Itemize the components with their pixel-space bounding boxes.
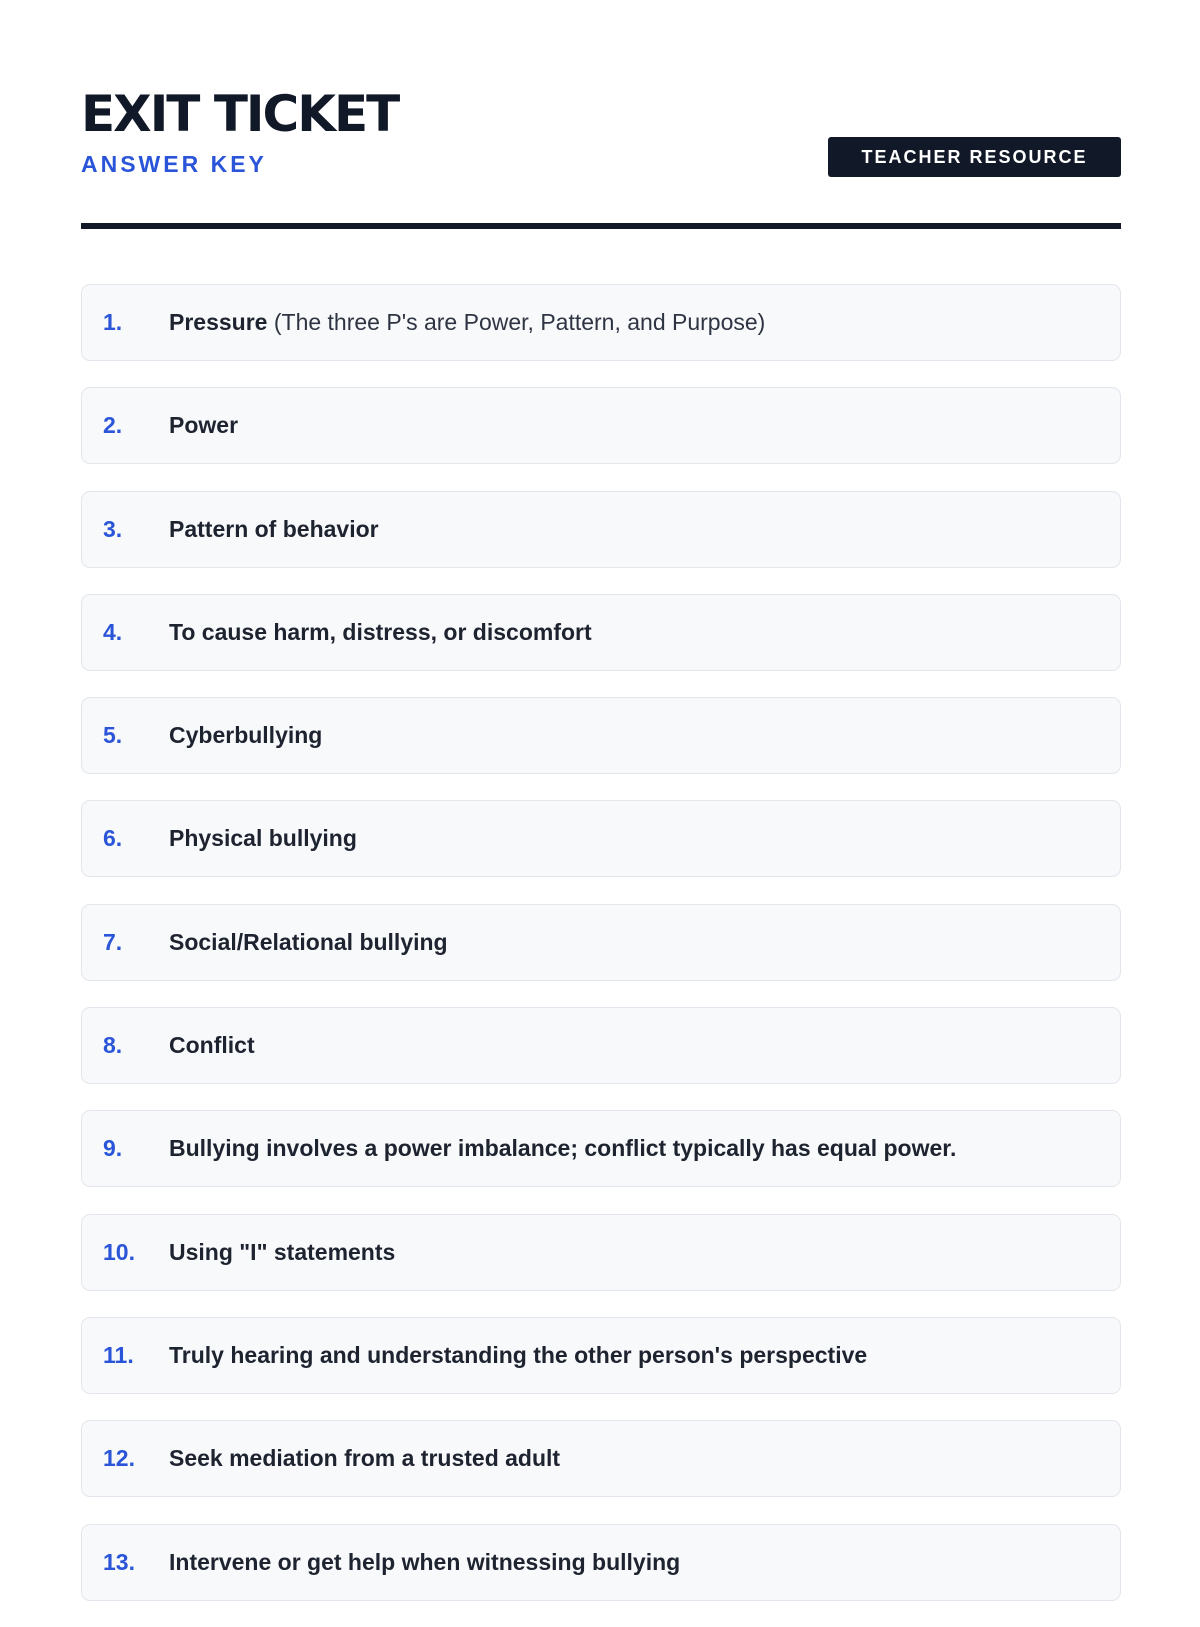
answer-item-1 <box>81 284 1121 361</box>
answer-number: 7. <box>103 928 123 955</box>
answer-number: 9. <box>103 1135 123 1162</box>
answer-item-13 <box>81 1524 1121 1601</box>
answer-number: 8. <box>103 1032 123 1059</box>
answer-note: (The three P's are Power, Pattern, and Purpose) <box>267 309 766 335</box>
answer-term: Pressure <box>169 309 268 335</box>
answer-item-11 <box>81 1317 1121 1394</box>
page-subtitle: ANSWER KEY <box>81 151 267 177</box>
answer-number: 3. <box>103 515 123 542</box>
answer-text: Cyberbullying <box>169 722 323 749</box>
answer-number: 1. <box>103 309 123 335</box>
answer-number: 10. <box>103 1238 135 1265</box>
page-header <box>81 84 1121 180</box>
answer-list <box>81 284 1121 1627</box>
answer-item-12 <box>81 1420 1121 1497</box>
answer-text: Truly hearing and understanding the other person's perspective <box>169 1341 868 1368</box>
answer-number: 11. <box>103 1341 134 1368</box>
answer-number: 5. <box>103 722 123 749</box>
teacher-resource-badge: TEACHER RESOURCE <box>828 137 1121 177</box>
answer-number: 4. <box>103 618 123 645</box>
answer-item-10 <box>81 1214 1121 1291</box>
answer-item-6 <box>81 800 1121 877</box>
answer-text: Pattern of behavior <box>169 515 379 542</box>
header-divider <box>81 223 1121 229</box>
answer-number: 2. <box>103 412 123 439</box>
answer-text <box>169 309 765 336</box>
answer-text: Intervene or get help when witnessing bullying <box>169 1548 681 1575</box>
answer-item-4 <box>81 594 1121 671</box>
answer-text: Social/Relational bullying <box>169 928 448 955</box>
answer-item-8 <box>81 1007 1121 1084</box>
page-title: EXIT TICKET <box>81 85 399 143</box>
answer-text: Seek mediation from a trusted adult <box>169 1445 561 1472</box>
answer-number: 6. <box>103 825 123 852</box>
answer-text: Using "I" statements <box>169 1238 396 1265</box>
answer-item-5 <box>81 697 1121 774</box>
answer-item-7 <box>81 904 1121 981</box>
answer-text: Power <box>169 412 239 439</box>
answer-number: 12. <box>103 1445 135 1472</box>
answer-item-3 <box>81 491 1121 568</box>
answer-item-2 <box>81 387 1121 464</box>
answer-text: Bullying involves a power imbalance; conflict typically has equal power. <box>169 1135 957 1162</box>
answer-item-9 <box>81 1110 1121 1187</box>
answer-number: 13. <box>103 1548 135 1575</box>
answer-text: Physical bullying <box>169 825 357 852</box>
answer-text: Conflict <box>169 1032 255 1059</box>
answer-text: To cause harm, distress, or discomfort <box>169 618 592 645</box>
